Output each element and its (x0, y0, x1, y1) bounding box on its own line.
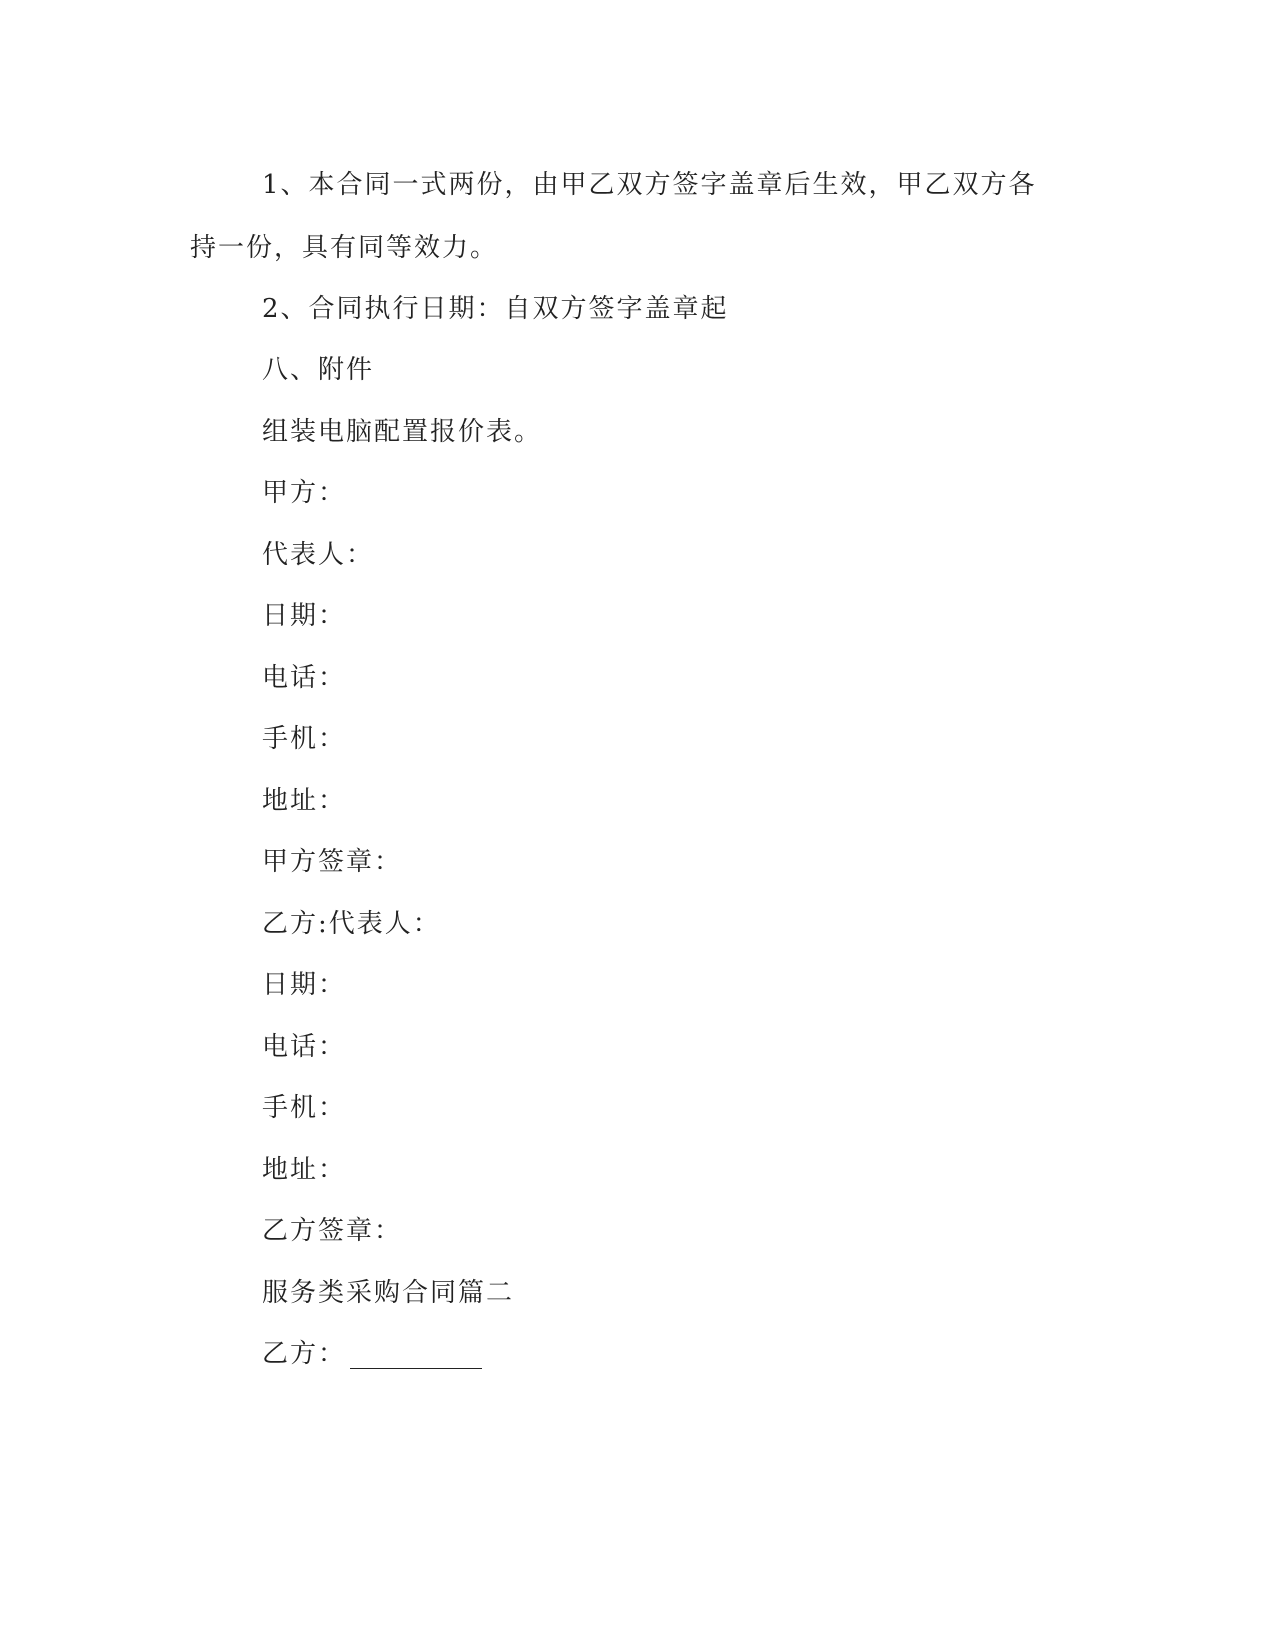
next-contract-title: 服务类采购合同篇二 (262, 1278, 515, 1308)
party-b-date: 日期： (262, 970, 347, 1000)
party-b-representative: 乙方:代表人： (262, 909, 441, 939)
fill-in-blank-line (350, 1344, 482, 1369)
party-b-phone: 电话： (262, 1032, 347, 1062)
party-a-representative: 代表人： (262, 540, 375, 570)
attachment-item: 组装电脑配置报价表。 (262, 417, 543, 447)
party-a-label: 甲方： (262, 478, 347, 508)
party-b-mobile: 手机： (262, 1093, 347, 1123)
clause-1-line-2: 持一份，具有同等效力。 (190, 233, 499, 263)
next-party-b-label: 乙方： (262, 1339, 347, 1369)
section-heading-attachments: 八、附件 (262, 355, 375, 385)
party-a-date: 日期： (262, 601, 347, 631)
party-b-address: 地址： (262, 1155, 347, 1185)
party-a-mobile: 手机： (262, 724, 347, 754)
clause-2: 2、合同执行日期：自双方签字盖章起 (262, 294, 729, 324)
party-b-signature: 乙方签章： (262, 1216, 403, 1246)
party-a-phone: 电话： (262, 663, 347, 693)
party-a-address: 地址： (262, 786, 347, 816)
next-party-b-line (262, 1339, 482, 1369)
party-a-signature: 甲方签章： (262, 847, 403, 877)
clause-1-line-1: 1、本合同一式两份，由甲乙双方签字盖章后生效，甲乙双方各 (262, 170, 1037, 200)
